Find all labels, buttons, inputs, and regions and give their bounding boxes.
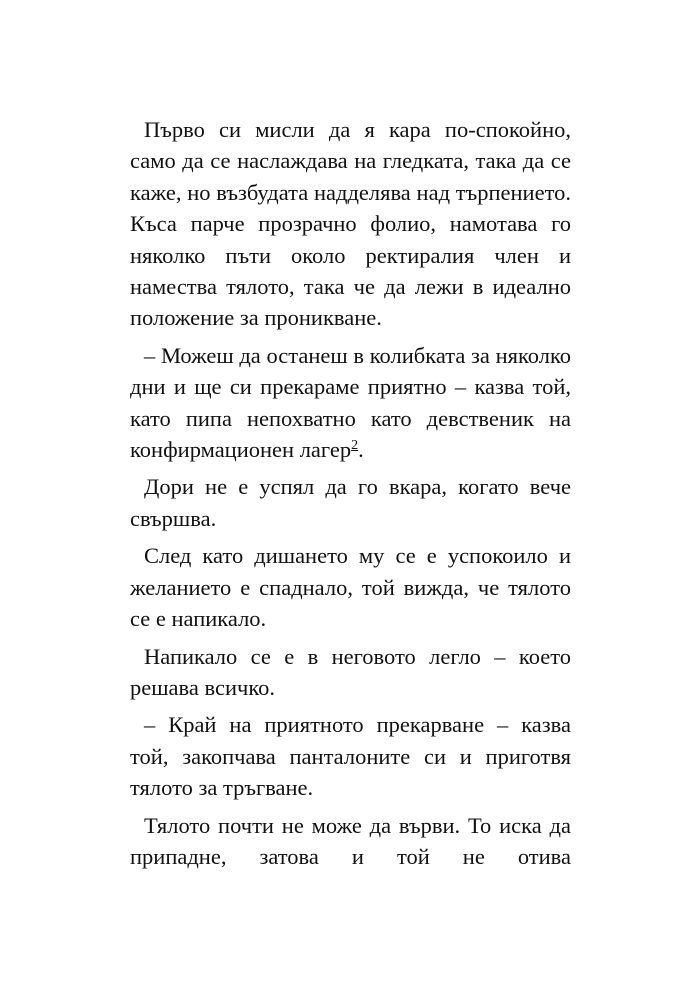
paragraph-5: Напикало се е в неговото легло – което решава всичко. bbox=[130, 643, 571, 700]
paragraph-2 bbox=[130, 340, 571, 466]
paragraph-7: Тялото почти не може да върви. То иска да припадне, затова и той не отива bbox=[130, 812, 571, 869]
paragraph-2-text: – Можеш да останеш в колибката за няколко дни и ще си прекараме приятно – казва той, като пипа непохватно като девственик на конфирмационен лагер bbox=[130, 342, 571, 463]
paragraph-6: – Край на приятното прекарване – казва той, закопчава панталоните си и приготвя тялото за тръгване. bbox=[130, 712, 571, 801]
paragraph-4: След като дишането му се е успокоило и желанието е спаднало, той вижда, че тялото се е напикало. bbox=[130, 543, 571, 632]
paragraph-1: Първо си мисли да я кара по-спокойно, само да се наслаждава на гледката, така да се каже, но възбудата надделява над търпението. Къса парче прозрачно фолио, намотава го няколко пъти около ректиралия член и намества тялото, така че да лежи в идеално положение за проникване. bbox=[130, 117, 571, 331]
page-text bbox=[130, 114, 571, 872]
footnote-marker[interactable]: 2 bbox=[351, 438, 359, 454]
paragraph-2-end: . bbox=[358, 437, 364, 463]
paragraph-3: Дори не е успял да го вкара, когато вече свършва. bbox=[130, 474, 571, 531]
